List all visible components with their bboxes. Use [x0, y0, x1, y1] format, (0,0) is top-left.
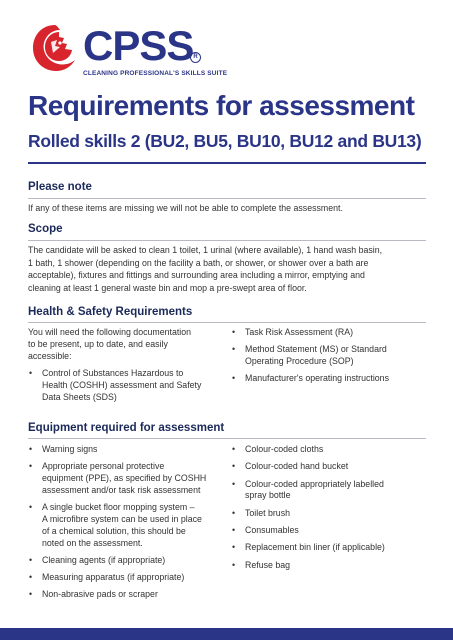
- scope-heading: Scope: [28, 223, 63, 235]
- health-safety-heading: Health & Safety Requirements: [28, 306, 193, 318]
- bullet-icon: •: [29, 589, 33, 600]
- list-item: • Refuse bag: [232, 559, 290, 570]
- health-safety-list-right: [231, 327, 429, 385]
- intro-line: to be present, up to date, and easily: [28, 338, 168, 349]
- bullet-icon: •: [29, 502, 33, 513]
- bullet-icon: •: [232, 327, 236, 337]
- bullet-icon: •: [29, 554, 33, 565]
- list-item: • Task Risk Assessment (RA): [232, 327, 354, 337]
- list-item: • Non-abrasive pads or scraper: [29, 589, 158, 600]
- health-safety-intro: [28, 327, 228, 362]
- bullet-icon: •: [29, 461, 33, 472]
- title-divider: [28, 162, 426, 164]
- list-item: • Cleaning agents (if appropriate): [29, 554, 166, 565]
- list-item: • Method Statement (MS) or Standard Operating Procedure (SOP): [232, 344, 387, 367]
- footer-band: [0, 628, 453, 640]
- list-item: • Consumables: [232, 524, 299, 535]
- bullet-icon: •: [232, 524, 236, 535]
- equipment-divider: [28, 438, 426, 439]
- bullet-icon: •: [232, 478, 236, 489]
- list-item: • Measuring apparatus (if appropriate): [29, 572, 185, 583]
- list-item: • Control of Substances Hazardous to Health (COSHH) assessment and Safety Data Sheets (SDS): [29, 368, 202, 402]
- health-safety-divider: [28, 322, 426, 323]
- scope-divider: [28, 240, 426, 241]
- cpss-logo: [29, 20, 229, 86]
- bullet-icon: •: [29, 368, 33, 379]
- bullet-icon: •: [29, 572, 33, 583]
- please-note-heading: Please note: [28, 181, 92, 193]
- health-safety-left-column: [28, 327, 228, 409]
- list-item: • Colour-coded appropriately labelled spray bottle: [232, 478, 384, 501]
- equipment-heading: Equipment required for assessment: [28, 422, 225, 434]
- intro-line: accessible:: [28, 350, 72, 361]
- list-item: • Colour-coded hand bucket: [232, 461, 349, 472]
- bullet-icon: •: [232, 507, 236, 518]
- bullet-icon: •: [232, 559, 236, 570]
- please-note-divider: [28, 198, 426, 199]
- health-safety-right-column: [231, 327, 429, 391]
- page-subtitle: Rolled skills 2 (BU2, BU5, BU10, BU12 and BU13): [28, 131, 422, 151]
- scope-line: The candidate will be asked to clean 1 toilet, 1 urinal (where available), 1 hand wash basin,: [28, 245, 383, 255]
- list-item: • Warning signs: [29, 444, 98, 454]
- list-item: • Manufacturer's operating instructions: [232, 373, 389, 384]
- list-item: • A single bucket floor mopping system – A microfibre system can be used in place of a chemical solution, this should be noted on the assessment.: [29, 502, 202, 548]
- page-title: Requirements for assessment: [28, 90, 415, 121]
- scope-line: 1 bath, 1 shower (depending on the facility a bath, or shower, or shower over a bath are: [28, 257, 369, 268]
- intro-line: You will need the following documentation: [28, 327, 192, 337]
- bullet-icon: •: [232, 444, 236, 454]
- bullet-icon: •: [232, 344, 236, 355]
- list-item: • Toilet brush: [232, 507, 290, 518]
- please-note-text: If any of these items are missing we will not be able to complete the assessment.: [28, 203, 343, 213]
- scope-line: acceptable), fixtures and fittings and surrounding area including a mirror, emptying and: [28, 270, 365, 281]
- scope-line: cleaning at least 1 general waste bin and mop a pre-swept area of floor.: [28, 282, 307, 293]
- lion-emblem-icon: [29, 22, 81, 74]
- equipment-right-column: [231, 444, 429, 577]
- equipment-list-right: [231, 444, 429, 571]
- logo-wordmark: CPSS: [83, 22, 194, 69]
- list-item: • Appropriate personal protective equipment (PPE), as specified by COSHH assessment and/or task risk assessment: [29, 461, 207, 495]
- list-item: • Replacement bin liner (if applicable): [232, 542, 385, 553]
- bullet-icon: •: [29, 444, 33, 454]
- health-safety-list-left: [28, 368, 228, 403]
- registered-mark: R: [190, 52, 201, 63]
- equipment-left-column: [28, 444, 230, 607]
- list-item: • Colour-coded cloths: [232, 444, 324, 454]
- bullet-icon: •: [232, 461, 236, 472]
- scope-text: [28, 244, 428, 294]
- bullet-icon: •: [232, 542, 236, 553]
- logo-tagline: CLEANING PROFESSIONAL'S SKILLS SUITE: [83, 70, 228, 77]
- equipment-list-left: [28, 444, 230, 601]
- bullet-icon: •: [232, 373, 236, 384]
